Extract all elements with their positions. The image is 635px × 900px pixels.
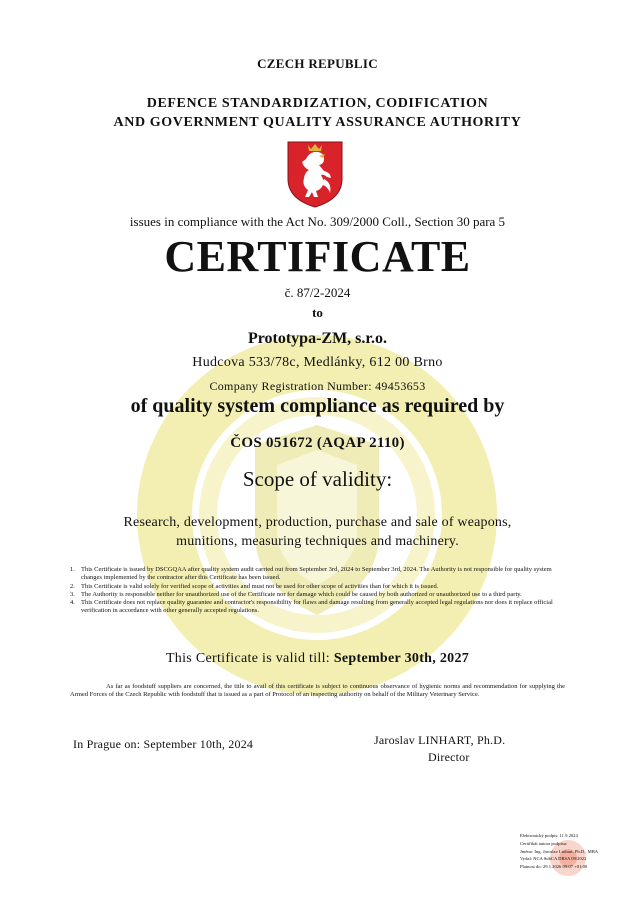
- esig-line-2: Certifikát autora podpisu:: [520, 840, 568, 846]
- condition-item: [70, 591, 570, 599]
- condition-text: The Authority is responsible neither for unauthorized use of the Certificate nor for damage which could be caused by both authorized or unauthorized use to a third party.: [81, 590, 522, 598]
- foodstuff-notice: As far as foodstuff suppliers are concerned, the title to avail of this certificate is subject to continuous observance of hygienic norms and recommendation for supplying the Armed Forces of the Czech Republic with foodstuff that is issued as a part of Protocol of an inspecting authority on behalf of the Military Veterinary Service.: [70, 683, 565, 699]
- condition-number: 1.: [70, 566, 75, 573]
- compliance-heading: of quality system compliance as required by: [130, 395, 505, 417]
- company-registration: Company Registration Number: 49453653: [209, 379, 426, 393]
- condition-number: 2.: [70, 582, 75, 590]
- to-label: to: [312, 305, 323, 320]
- signer-role: Director: [428, 750, 470, 764]
- electronic-signature-stamp: [516, 832, 626, 890]
- authority-line-2: AND GOVERNMENT QUALITY ASSURANCE AUTHORITY: [113, 115, 522, 130]
- authority-line-1: DEFENCE STANDARDIZATION, CODIFICATION: [146, 96, 489, 111]
- esig-line-4: Vydal: NCA SubCA DRSA 09/2022: [520, 856, 587, 862]
- esig-line-5: Platnost do: 29.1.2026 09:07 +01:00: [520, 864, 588, 870]
- condition-item: [70, 566, 570, 583]
- condition-number: 4.: [70, 599, 75, 607]
- signer-name: Jaroslav LINHART, Ph.D.: [374, 733, 506, 747]
- company-address: Hudcova 533/78c, Medlánky, 612 00 Brno: [192, 355, 443, 370]
- scope-text: [0, 513, 635, 551]
- scope-line-1: Research, development, production, purchase and sale of weapons,: [123, 515, 512, 530]
- certificate-number: č. 87/2-2024: [284, 285, 351, 300]
- condition-item: [70, 583, 570, 591]
- company-name: Prototypa-ZM, s.r.o.: [247, 330, 388, 347]
- place-and-date: In Prague on: September 10th, 2024: [73, 737, 254, 751]
- authority-heading: [0, 94, 635, 132]
- condition-text: This Certificate is issued by DSCGQAA after quality system audit carried out from September 3rd, 2024 to September 3rd, 2024. The Authority is not responsible for quality system changes implemented by the contractor after this Certificate has been issued.: [81, 566, 552, 582]
- validity-prefix: This Certificate is valid till:: [165, 651, 330, 666]
- scope-line-2: munitions, measuring techniques and machinery.: [176, 534, 459, 549]
- condition-item: [70, 599, 570, 616]
- country-heading: CZECH REPUBLIC: [257, 56, 378, 71]
- conditions-list: [70, 566, 570, 616]
- condition-text: This Certificate is valid solely for verified scope of activities and must not be used for other scope of activities than for which it is issued.: [81, 582, 439, 590]
- issues-statement: issues in compliance with the Act No. 309/2000 Coll., Section 30 para 5: [129, 214, 506, 229]
- standard-reference: ČOS 051672 (AQAP 2110): [230, 435, 405, 451]
- scope-title: Scope of validity:: [242, 467, 393, 491]
- condition-number: 3.: [70, 590, 75, 598]
- certificate-title: CERTIFICATE: [164, 232, 471, 281]
- validity-date: September 30th, 2027: [333, 651, 470, 666]
- esig-line-3: Jméno: Ing. Jaroslav Linhart, Ph.D., MBA: [520, 848, 599, 854]
- condition-text: This Certificate does not replace quality guarantee and contractor's responsibility for flaws and damage resulting from generally accepted legal regulations nor does it replace official verification in accordance with other generally accepted regulations.: [81, 599, 553, 615]
- validity-statement: [0, 651, 635, 667]
- esig-line-1: Elektronický podpis: 11.9.2024: [520, 833, 578, 838]
- coat-of-arms-icon: [286, 139, 344, 209]
